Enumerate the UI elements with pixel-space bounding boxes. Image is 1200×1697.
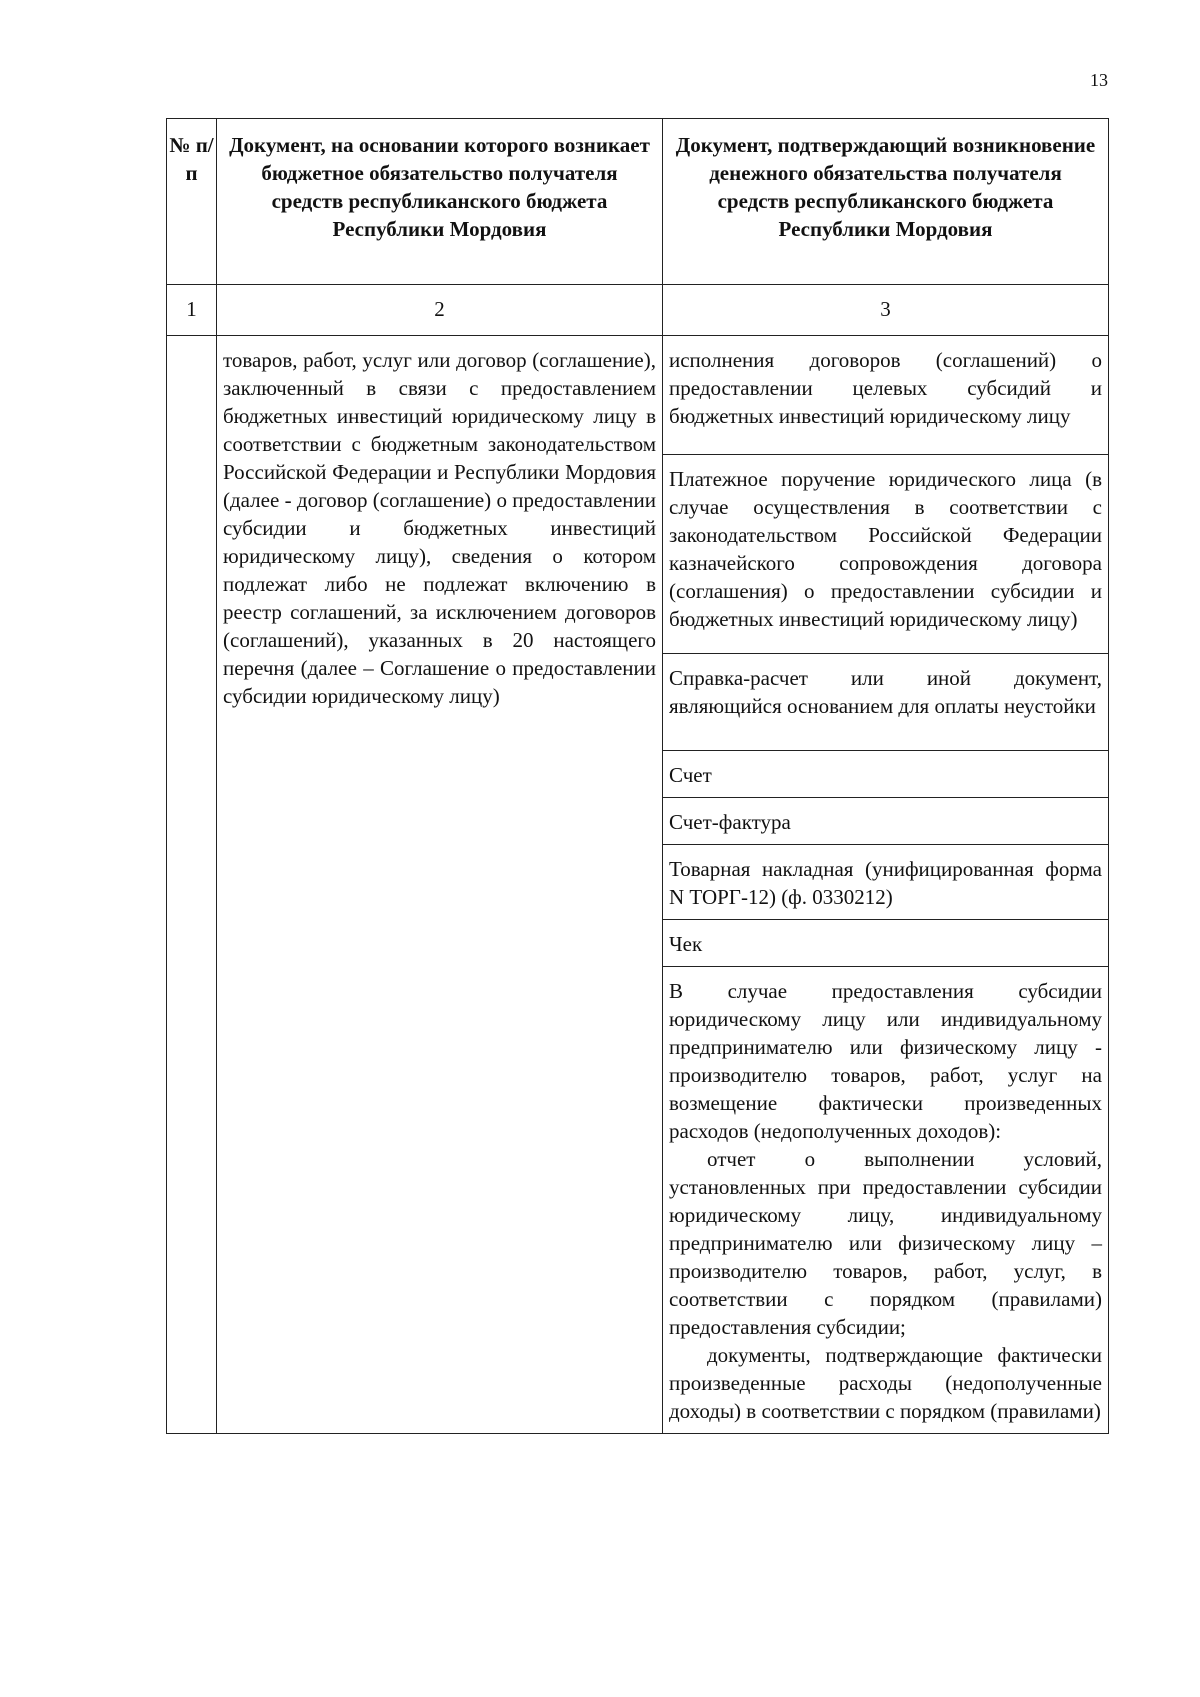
confirming-document-cell: исполнения договоров (соглашений) о предоставлении целевых субсидий и бюджетных инвестиций юридическому лицу — [663, 336, 1109, 455]
page-number: 13 — [1090, 70, 1108, 90]
header-row — [167, 119, 1109, 285]
confirming-document-cell: Товарная накладная (унифицированная форма N ТОРГ-12) (ф. 0330212) — [663, 845, 1109, 920]
index-cell: 1 — [167, 285, 217, 336]
index-row — [167, 285, 1109, 336]
confirming-document-cell: Чек — [663, 920, 1109, 967]
document-table — [166, 118, 1109, 1434]
subsidy-paragraph: В случае предоставления субсидии юридическому лицу или индивидуальному предпринимателю или физическому лицу - производителю товаров, работ, услуг на возмещение фактически произведенных расходов (недополученных доходов): — [669, 979, 1102, 1143]
confirming-document-cell: Справка-расчет или иной документ, являющийся основанием для оплаты неустойки — [663, 654, 1109, 751]
header-confirming-document: Документ, подтверждающий возникновение денежного обязательства получателя средств республиканского бюджета Республики Мордовия — [663, 119, 1109, 285]
confirming-document-cell-subsidy — [663, 967, 1109, 1434]
header-basis-document: Документ, на основании которого возникает бюджетное обязательство получателя средств республиканского бюджета Республики Мордовия — [217, 119, 663, 285]
number-cell — [167, 336, 217, 1434]
table-row — [167, 336, 1109, 455]
confirming-document-cell: Счет-фактура — [663, 798, 1109, 845]
subsidy-documents-paragraph: документы, подтверждающие фактически произведенные расходы (недополученные доходы) в соответствии с порядком (правилами) — [669, 1343, 1102, 1423]
header-number: № п/п — [167, 119, 217, 285]
subsidy-report-paragraph: отчет о выполнении условий, установленных при предоставлении субсидии юридическому лицу, индивидуальному предпринимателю или физическому лицу – производителю товаров, работ, услуг, в соответствии с порядком (правилами) предоставления субсидии; — [669, 1147, 1102, 1339]
index-cell: 2 — [217, 285, 663, 336]
confirming-document-cell: Платежное поручение юридического лица (в случае осуществления в соответствии с законодательством Российской Федерации казначейского сопровождения договора (соглашения) о предоставлении субсидии и бюджетных инвестиций юридическому лицу) — [663, 455, 1109, 654]
index-cell: 3 — [663, 285, 1109, 336]
basis-document-cell: товаров, работ, услуг или договор (соглашение), заключенный в связи с предоставлением бюджетных инвестиций юридическому лицу в соответствии с бюджетным законодательством Российской Федерации и Республики Мордовия (далее - договор (соглашение) о предоставлении субсидии и бюджетных инвестиций юридическому лицу), сведения о котором подлежат либо не подлежат включению в реестр соглашений, за исключением договоров (соглашений), указанных в 20 настоящего перечня (далее – Соглашение о предоставлении субсидии юридическому лицу) — [217, 336, 663, 1434]
confirming-document-cell: Счет — [663, 751, 1109, 798]
